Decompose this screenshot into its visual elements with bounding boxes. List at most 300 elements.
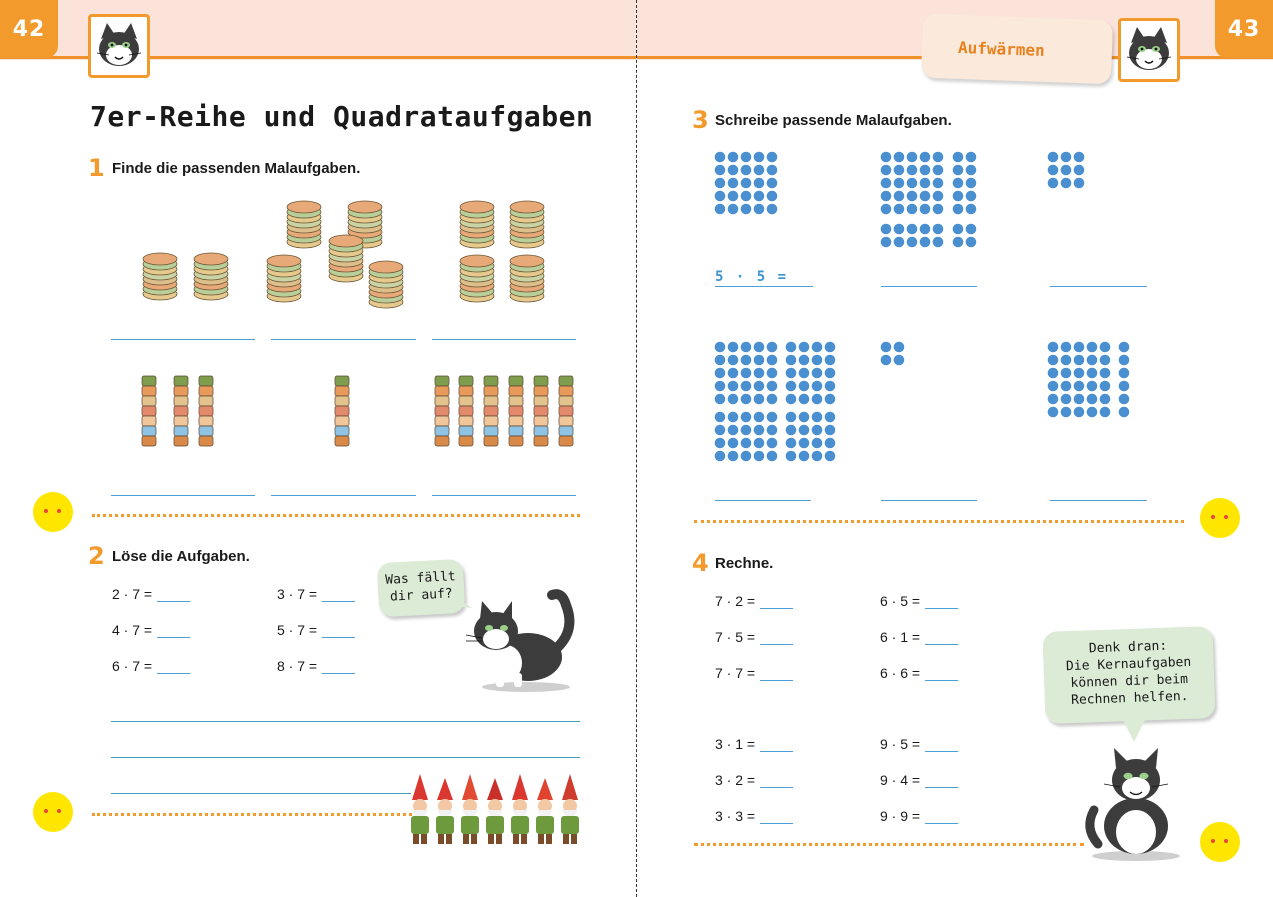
cup-tower [509,376,523,446]
dot [715,152,726,163]
dot [1074,407,1085,418]
dot [1074,355,1085,366]
dot [1119,381,1130,392]
dot [754,355,765,366]
answer-line[interactable] [432,495,576,496]
dwarfs-illustration [406,770,586,850]
dot [812,342,823,353]
equation: 6 · 7 = [112,658,190,674]
dot [1119,394,1130,405]
smiley-icon [1200,822,1240,862]
equation: 6 · 5 = [880,593,958,609]
example-answer: 5 · 5 = [715,269,789,285]
dot [741,368,752,379]
answer-line[interactable] [715,286,813,287]
dot [953,165,964,176]
dot [812,381,823,392]
dot [1061,342,1072,353]
dotted-separator [694,843,1084,846]
dot [966,237,977,248]
dot [741,412,752,423]
dot [767,381,778,392]
dot [825,355,836,366]
cup-tower [199,376,213,446]
dwarf [511,774,529,844]
equation: 7 · 5 = [715,629,793,645]
dot [881,191,892,202]
smiley-icon [1200,498,1240,538]
answer-line[interactable] [111,495,255,496]
answer-blank[interactable] [925,669,958,681]
dot [1074,368,1085,379]
dot [1048,178,1059,189]
answer-blank[interactable] [157,662,190,674]
dot [741,451,752,462]
dot [1087,394,1098,405]
answer-blank[interactable] [760,740,793,752]
dot [728,394,739,405]
dot [799,438,810,449]
equation: 9 · 4 = [880,772,958,788]
answer-line[interactable] [111,339,255,340]
dot [799,394,810,405]
answer-blank[interactable] [322,662,355,674]
dot [715,165,726,176]
dot [1074,381,1085,392]
dot [825,368,836,379]
dot [812,451,823,462]
dot [966,152,977,163]
answer-blank[interactable] [925,597,958,609]
dot [1087,342,1098,353]
dot [1061,381,1072,392]
equation: 6 · 1 = [880,629,958,645]
page-title: 7er-Reihe und Quadrataufgaben [90,100,594,133]
dotted-separator [92,514,580,517]
dot [786,355,797,366]
coin-stack [460,255,494,302]
answer-line[interactable] [881,286,977,287]
dot [728,451,739,462]
dot [754,191,765,202]
page-number-left: 42 [0,0,58,58]
dot [715,178,726,189]
dot [1048,381,1059,392]
equation: 9 · 5 = [880,736,958,752]
dot-arrays-illustration [700,140,1200,470]
equation: 3 · 1 = [715,736,793,752]
dot [920,152,931,163]
answer-blank[interactable] [925,740,958,752]
dot [741,425,752,436]
dwarf [486,778,504,844]
dot [881,165,892,176]
dot [1061,165,1072,176]
equation: 8 · 7 = [277,658,355,674]
dot [786,451,797,462]
dot [754,342,765,353]
task-instruction: Finde die passenden Malaufgaben. [112,160,361,177]
dot [767,368,778,379]
dot [1074,342,1085,353]
dot [741,152,752,163]
coin-stack [267,255,301,302]
dot [754,204,765,215]
dot [1061,178,1072,189]
dot [907,191,918,202]
answer-blank[interactable] [322,626,355,638]
dot [881,342,892,353]
writing-line[interactable] [111,757,580,758]
coin-stack [329,235,363,282]
cat-face-icon [88,14,150,78]
dot [920,165,931,176]
dot [953,204,964,215]
speech-bubble-tail [1122,718,1152,744]
dot [741,381,752,392]
dot [894,237,905,248]
answer-blank[interactable] [157,590,190,602]
dot [1074,165,1085,176]
dot [728,152,739,163]
answer-blank[interactable] [760,669,793,681]
coin-stack [510,201,544,248]
dot [953,152,964,163]
dot [1119,407,1130,418]
smiley-icon [33,492,73,532]
dot [1087,407,1098,418]
dot [1100,355,1111,366]
dot [966,191,977,202]
coin-stack [510,255,544,302]
dot [1048,152,1059,163]
dot [1119,368,1130,379]
equation: 7 · 2 = [715,593,793,609]
dot [966,224,977,235]
dot [825,381,836,392]
dot [1048,394,1059,405]
dwarf [436,778,454,844]
page-spine [636,0,637,897]
dot [1100,368,1111,379]
answer-line[interactable] [271,339,416,340]
answer-line[interactable] [1050,286,1147,287]
dot [933,152,944,163]
dot [825,425,836,436]
answer-line[interactable] [432,339,576,340]
task-number: 4 [692,549,709,577]
dot [881,152,892,163]
dot [1087,355,1098,366]
dot [812,394,823,405]
dot [1100,407,1111,418]
dot [754,381,765,392]
dot [953,237,964,248]
equation: 3 · 3 = [715,808,793,824]
task-number: 2 [88,542,105,570]
dot [1087,368,1098,379]
dot [894,178,905,189]
dot [786,425,797,436]
answer-blank[interactable] [925,776,958,788]
dot [1074,178,1085,189]
dot [767,412,778,423]
dot [894,152,905,163]
dot [825,342,836,353]
cup-tower [459,376,473,446]
dot [799,342,810,353]
dot [1061,394,1072,405]
dot [715,438,726,449]
dot [786,438,797,449]
dot [1119,355,1130,366]
dot [741,204,752,215]
task-instruction: Schreibe passende Malaufgaben. [715,112,952,129]
dot [1061,407,1072,418]
dotted-separator [694,520,1184,523]
answer-line[interactable] [881,500,977,501]
dot [1119,342,1130,353]
dot [767,178,778,189]
answer-blank[interactable] [925,633,958,645]
dot [1074,394,1085,405]
dot [1048,368,1059,379]
dot [715,394,726,405]
dot [907,152,918,163]
answer-blank[interactable] [760,633,793,645]
dot [741,165,752,176]
dwarf [561,774,579,844]
smiley-icon [33,792,73,832]
dot [799,451,810,462]
equation: 2 · 7 = [112,586,190,602]
dot [786,412,797,423]
answer-blank[interactable] [322,590,355,602]
dot [767,355,778,366]
dot [799,355,810,366]
cup-tower [335,376,349,446]
dot [825,451,836,462]
dot [825,394,836,405]
dot [728,355,739,366]
dot [786,394,797,405]
dwarf [411,774,429,844]
equation: 3 · 2 = [715,772,793,788]
dot [715,381,726,392]
dot [754,178,765,189]
cat-illustration [466,585,586,695]
dot [728,165,739,176]
dot [966,204,977,215]
dot [728,425,739,436]
cat-illustration [1084,748,1184,863]
coin-stack [143,253,177,300]
dot [786,368,797,379]
writing-line[interactable] [111,721,580,722]
dot [1087,381,1098,392]
dot [1100,381,1111,392]
dot [767,394,778,405]
dot [881,178,892,189]
dot [741,191,752,202]
equation: 7 · 7 = [715,665,793,681]
dot [715,425,726,436]
dot [799,368,810,379]
dot [715,191,726,202]
dot [1100,342,1111,353]
dot [953,224,964,235]
dot [894,224,905,235]
dot [786,342,797,353]
task-number: 1 [88,154,105,182]
answer-blank[interactable] [925,812,958,824]
dot [894,165,905,176]
dot [907,224,918,235]
dot [1048,342,1059,353]
dot [767,342,778,353]
dot [907,165,918,176]
speech-bubble: Was fällt dir auf? [377,559,466,617]
dot [767,451,778,462]
answer-line[interactable] [715,500,811,501]
dot [1048,355,1059,366]
dot [767,204,778,215]
task-instruction: Rechne. [715,555,774,572]
answer-blank[interactable] [760,597,793,609]
dot [953,191,964,202]
speech-bubble: Denk dran: Die Kernaufgaben können dir beim Rechnen helfen. [1042,626,1215,724]
dot [812,355,823,366]
dot [933,191,944,202]
dot [715,204,726,215]
answer-line[interactable] [271,495,416,496]
dotted-separator [92,813,412,816]
dot [881,237,892,248]
equation: 4 · 7 = [112,622,190,638]
dot [894,342,905,353]
dot [894,355,905,366]
coin-stack [369,261,403,308]
cup-tower [534,376,548,446]
dot [920,237,931,248]
dot [1061,355,1072,366]
answer-blank[interactable] [760,812,793,824]
dot [907,178,918,189]
dot [728,368,739,379]
dot [933,204,944,215]
dot [1061,368,1072,379]
equation: 9 · 9 = [880,808,958,824]
dot [933,224,944,235]
dot [754,412,765,423]
dot [754,438,765,449]
dot [754,451,765,462]
dot [1100,394,1111,405]
dot [786,381,797,392]
dot [715,355,726,366]
dot [894,204,905,215]
dot [741,178,752,189]
equation: 6 · 6 = [880,665,958,681]
task-instruction: Löse die Aufgaben. [112,548,250,565]
section-tag-label: Aufwärmen [957,37,1046,60]
dot [825,438,836,449]
answer-blank[interactable] [157,626,190,638]
dot [1048,165,1059,176]
dwarf [461,774,479,844]
dot [812,425,823,436]
dot [812,438,823,449]
cup-tower [142,376,156,446]
dot [907,237,918,248]
dot [933,237,944,248]
dot [920,204,931,215]
coin-stack [194,253,228,300]
dot [1048,407,1059,418]
dot [715,412,726,423]
dot [728,178,739,189]
dot [966,178,977,189]
cup-tower [484,376,498,446]
dot [907,204,918,215]
dot [920,178,931,189]
task-number: 3 [692,106,709,134]
dot [728,381,739,392]
dot [920,191,931,202]
dot [1074,152,1085,163]
dot [812,368,823,379]
dot [767,165,778,176]
dot [933,165,944,176]
dot [754,394,765,405]
writing-line[interactable] [111,793,411,794]
cup-tower [559,376,573,446]
answer-blank[interactable] [760,776,793,788]
dot [966,165,977,176]
dot [881,224,892,235]
dot [881,355,892,366]
dot [754,152,765,163]
dot [715,368,726,379]
coin-stacks-illustration [100,196,580,456]
dot [754,368,765,379]
dot [754,165,765,176]
dot [767,438,778,449]
dot [741,394,752,405]
dot [741,438,752,449]
dwarf [536,778,554,844]
dot [715,451,726,462]
dot [767,152,778,163]
cup-tower [174,376,188,446]
dot [894,191,905,202]
dot [933,178,944,189]
dot [754,425,765,436]
dot [920,224,931,235]
dot [812,412,823,423]
dot [799,425,810,436]
dot [799,381,810,392]
dot [728,342,739,353]
equation: 5 · 7 = [277,622,355,638]
dot [767,425,778,436]
coin-stack [460,201,494,248]
dot [825,412,836,423]
dot [728,438,739,449]
dot [953,178,964,189]
dot [728,412,739,423]
answer-line[interactable] [1050,500,1147,501]
